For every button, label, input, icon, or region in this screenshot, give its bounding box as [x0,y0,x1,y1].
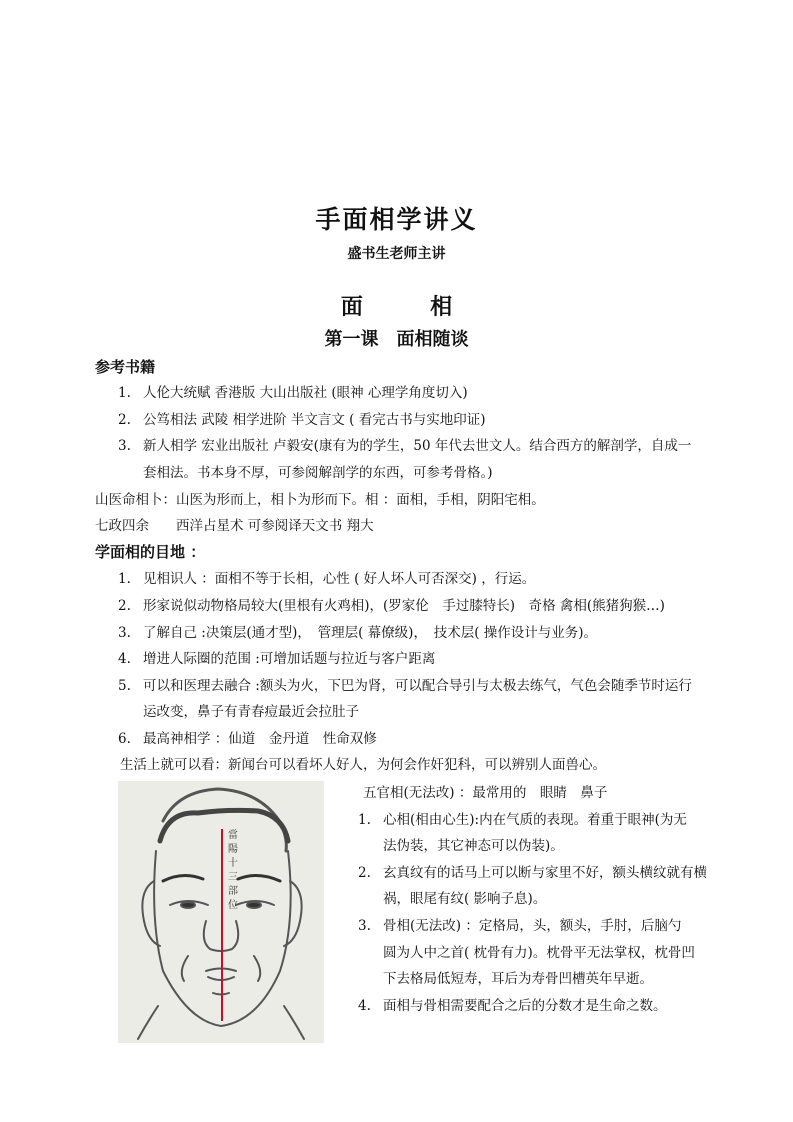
section-title-right: 相 [430,295,453,320]
life-note: 生活上就可以看：新闻台可以看坏人好人，为何会作奸犯科，可以辨别人面兽心。 [120,757,606,773]
section-title-left: 面 [340,295,363,320]
face-diagram [118,781,324,1043]
features-intro: 五官相(无法改) ：最常用的 眼睛 鼻子 [363,785,608,801]
section-title [0,290,793,321]
lesson-title: 第一课 面相随谈 [324,329,469,350]
document-title: 手面相学讲义 [315,205,478,234]
note-line: 山医命相卜：山医为形而上，相卜为形而下。相 ：面相，手相，阴阳宅相。 [95,492,545,508]
purpose-heading: 学面相的目地 ： [95,543,206,561]
note-line: 七政四余 西洋占星术 可参阅译天文书 翔大 [95,518,374,534]
face-illustration [118,781,324,1043]
vertical-caption: 當陽十三部位 [228,830,238,911]
references-heading: 参考书籍 [95,358,156,376]
lecturer-name: 盛书生老师主讲 [347,246,446,262]
